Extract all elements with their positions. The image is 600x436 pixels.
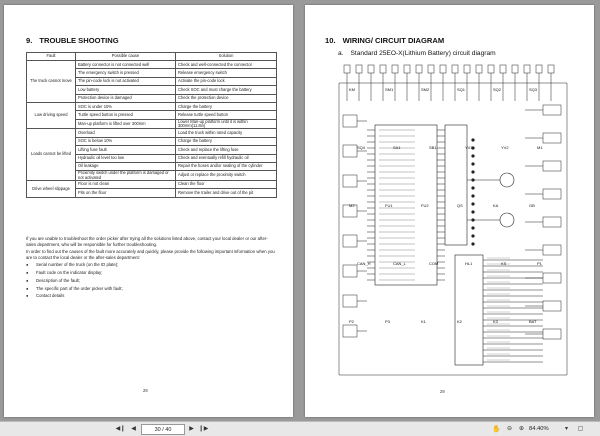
diagram-component bbox=[543, 105, 561, 115]
solution-cell: Clean the floor bbox=[176, 180, 277, 188]
cause-cell: Turtle speed button is pressed bbox=[76, 111, 176, 119]
previous-page-icon[interactable]: ◀ bbox=[131, 426, 136, 432]
section-title: WIRING/ CIRCUIT DIAGRAM bbox=[342, 36, 445, 45]
fault-cell: The truck cannot move bbox=[27, 61, 76, 103]
zoom-dropdown-icon[interactable]: ▾ bbox=[564, 426, 568, 432]
diagram-connector bbox=[512, 65, 518, 73]
diagram-component bbox=[343, 235, 357, 247]
diagram-io-block bbox=[455, 255, 483, 365]
diagram-label: YV2 bbox=[501, 145, 509, 150]
table-row bbox=[27, 61, 277, 69]
diagram-connector bbox=[440, 65, 446, 73]
diagram-component bbox=[543, 273, 561, 283]
cause-cell: Lifting fuse fault bbox=[76, 146, 176, 154]
subtitle-letter: a. bbox=[338, 50, 344, 57]
solution-cell: Check the protection device bbox=[176, 94, 277, 102]
diagram-label: SM2 bbox=[421, 87, 430, 92]
section-number: 10. bbox=[325, 36, 336, 45]
diagram-terminal bbox=[471, 242, 474, 245]
last-page-icon[interactable]: ❙▶ bbox=[198, 426, 209, 432]
solution-cell: Release emergency switch bbox=[176, 69, 277, 77]
diagram-label: P3 bbox=[385, 319, 390, 324]
diagram-connector bbox=[524, 65, 530, 73]
cause-cell: Overload bbox=[76, 129, 176, 137]
diagram-terminal bbox=[471, 234, 474, 237]
cause-cell: Man-up platform is lifted over 300mm bbox=[76, 119, 176, 129]
diagram-motor-symbol bbox=[500, 213, 514, 227]
table-header-row bbox=[27, 53, 277, 61]
header-solution: Solution bbox=[176, 53, 277, 61]
diagram-component bbox=[343, 145, 357, 157]
cause-cell: SOC is under 10% bbox=[76, 102, 176, 110]
cause-cell: Oil leakage bbox=[76, 162, 176, 170]
diagram-label: YV1 bbox=[465, 145, 473, 150]
diagram-label: SQ1 bbox=[457, 87, 466, 92]
diagram-component bbox=[343, 325, 357, 337]
diagram-label: K2 bbox=[457, 319, 462, 324]
list-item: ● Serial number of the truck (on the ID plate); bbox=[26, 261, 276, 269]
diagram-connector bbox=[380, 65, 386, 73]
solution-cell: Check and eventually refill hydraulic oil bbox=[176, 154, 277, 162]
solution-cell: Release turtle speed button bbox=[176, 111, 277, 119]
cause-cell: Battery connector is not connected well bbox=[76, 61, 176, 69]
diagram-label: GB bbox=[529, 203, 535, 208]
solution-cell: Check and replace the lifting fuse bbox=[176, 146, 277, 154]
list-item: ● Fault code on the indicator display; bbox=[26, 269, 276, 277]
solution-cell: Load the truck within rated capacity bbox=[176, 129, 277, 137]
cause-cell: Low battery bbox=[76, 86, 176, 94]
fault-cell: Low driving speed bbox=[27, 102, 76, 128]
diagram-label: QS bbox=[457, 203, 463, 208]
cause-cell: Hydraulic oil level too low bbox=[76, 154, 176, 162]
diagram-label: SQ3 bbox=[529, 87, 538, 92]
circuit-diagram bbox=[305, 5, 594, 417]
diagram-connector bbox=[392, 65, 398, 73]
diagram-label: SB1 bbox=[429, 145, 437, 150]
troubleshooting-table bbox=[26, 52, 277, 198]
diagram-component bbox=[343, 115, 357, 127]
header-possible-cause: Possible cause bbox=[76, 53, 176, 61]
diagram-label: FU1 bbox=[385, 203, 393, 208]
diagram-label: COM bbox=[429, 261, 439, 266]
zoom-out-icon[interactable]: ⊖ bbox=[506, 426, 513, 432]
diagram-connector-block bbox=[445, 125, 467, 245]
fault-cell: Drive wheel slippage bbox=[27, 180, 76, 197]
subtitle-text: Standard 25EO-X(Lithium Battery) circuit diagram bbox=[350, 50, 496, 57]
diagram-label: KS bbox=[501, 261, 507, 266]
diagram-terminal bbox=[471, 202, 474, 205]
diagram-terminal bbox=[471, 138, 474, 141]
fault-cell: Loads cannot be lifted bbox=[27, 129, 76, 181]
diagram-label: KM bbox=[349, 87, 355, 92]
page-number: 29 bbox=[440, 389, 445, 394]
cause-cell: Pits on the floor bbox=[76, 189, 176, 197]
diagram-component bbox=[543, 133, 561, 143]
paragraph-troubleshoot: If you are unable to troubleshoot the order picker after trying all the solutions listed above, contact your local dealer or our after-sales department, who will be responsible for further troubleshooting. bbox=[26, 236, 268, 248]
diagram-terminal bbox=[471, 170, 474, 173]
diagram-label: KA bbox=[493, 203, 499, 208]
diagram-label: SM1 bbox=[385, 87, 394, 92]
solution-cell: Check and well-connected the connector bbox=[176, 61, 277, 69]
diagram-terminal bbox=[471, 186, 474, 189]
diagram-connector bbox=[500, 65, 506, 73]
diagram-component bbox=[343, 175, 357, 187]
diagram-label: SQ2 bbox=[493, 87, 502, 92]
diagram-label: HL1 bbox=[465, 261, 473, 266]
diagram-terminal bbox=[471, 210, 474, 213]
diagram-connector bbox=[536, 65, 542, 73]
cause-cell: The pin-code lock is not activated bbox=[76, 77, 176, 85]
zoom-in-icon[interactable]: ⊕ bbox=[518, 426, 525, 432]
diagram-label: P1 bbox=[537, 261, 542, 266]
diagram-component bbox=[543, 301, 561, 311]
diagram-label: K3 bbox=[493, 319, 498, 324]
header-fault: Fault bbox=[27, 53, 76, 61]
solution-cell: Repair the hoses and/or sealing of the cylinder bbox=[176, 162, 277, 170]
cause-cell: SOC is below 10% bbox=[76, 137, 176, 145]
page-number-input[interactable] bbox=[141, 424, 185, 435]
fit-page-icon[interactable]: ▢ bbox=[577, 426, 584, 432]
cause-cell: Protection device is damaged bbox=[76, 94, 176, 102]
list-item: ● Description of the fault; bbox=[26, 277, 276, 285]
diagram-label: M1 bbox=[537, 145, 543, 150]
solution-cell: Adjust or replace the proximity switch bbox=[176, 171, 277, 181]
solution-cell: Charge the battery bbox=[176, 137, 277, 145]
table-row bbox=[27, 102, 277, 110]
solution-cell: Charge the battery bbox=[176, 102, 277, 110]
diagram-connector bbox=[464, 65, 470, 73]
diagram-connector bbox=[356, 65, 362, 73]
contact-instructions bbox=[26, 236, 276, 300]
diagram-label: M2 bbox=[349, 203, 355, 208]
diagram-component bbox=[543, 217, 561, 227]
diagram-label: CAN_L bbox=[393, 261, 406, 266]
table-row bbox=[27, 129, 277, 137]
diagram-component bbox=[543, 245, 561, 255]
cause-cell: The emergency switch is pressed bbox=[76, 69, 176, 77]
diagram-label: CAN_H bbox=[357, 261, 371, 266]
diagram-connector bbox=[416, 65, 422, 73]
section-title: TROUBLE SHOOTING bbox=[39, 36, 119, 45]
diagram-terminal bbox=[471, 154, 474, 157]
info-bullet-list bbox=[26, 261, 276, 300]
diagram-component bbox=[343, 265, 357, 277]
table-row bbox=[27, 180, 277, 188]
zoom-level[interactable]: 84.40% bbox=[529, 425, 549, 432]
diagram-label: FU2 bbox=[421, 203, 429, 208]
diagram-terminal bbox=[471, 194, 474, 197]
diagram-label: K1 bbox=[421, 319, 426, 324]
diagram-label: BAT bbox=[529, 319, 537, 324]
diagram-connector bbox=[452, 65, 458, 73]
solution-cell: Activate the pin-code lock bbox=[176, 77, 277, 85]
diagram-terminal bbox=[471, 162, 474, 165]
first-page-icon[interactable]: ◀❙ bbox=[115, 426, 126, 432]
viewer-toolbar bbox=[0, 421, 600, 436]
next-page-icon[interactable]: ▶ bbox=[189, 426, 194, 432]
diagram-connector bbox=[344, 65, 350, 73]
diagram-label: P2 bbox=[349, 319, 354, 324]
diagram-connector bbox=[476, 65, 482, 73]
left-document-page bbox=[4, 5, 293, 417]
diagram-label: SA1 bbox=[393, 145, 401, 150]
list-item: ● Contact details bbox=[26, 292, 276, 300]
solution-cell: Check SOC and must charge the battery bbox=[176, 86, 277, 94]
section-number: 9. bbox=[26, 36, 33, 45]
diagram-component bbox=[543, 161, 561, 171]
page-number: 28 bbox=[143, 388, 148, 393]
cause-cell: Floor is not clean bbox=[76, 180, 176, 188]
diagram-component bbox=[543, 329, 561, 339]
solution-cell: Remove the trailer and drive out of the pit bbox=[176, 189, 277, 197]
diagram-component bbox=[343, 295, 357, 307]
diagram-motor-symbol bbox=[500, 173, 514, 187]
diagram-connector bbox=[368, 65, 374, 73]
diagram-connector bbox=[488, 65, 494, 73]
diagram-connector bbox=[428, 65, 434, 73]
diagram-terminal bbox=[471, 226, 474, 229]
diagram-label: SQ4 bbox=[357, 145, 366, 150]
paragraph-information: In order to find out the causes of the fault more accurately and quickly, please provide the following important information when you are to contact the local dealer or the after-sales department: bbox=[26, 248, 275, 261]
solution-cell: Lower Man-up platform until it is within 300mm(11.8in) bbox=[176, 119, 277, 129]
cause-cell: Proximity switch under the platform is damaged or not activated bbox=[76, 171, 176, 181]
diagram-connector bbox=[548, 65, 554, 73]
page-indicator: 30 / 40 bbox=[154, 426, 172, 433]
hand-tool-icon[interactable]: ✋ bbox=[492, 425, 501, 433]
diagram-connector bbox=[404, 65, 410, 73]
troubleshooting-heading bbox=[26, 36, 119, 45]
diagram-component bbox=[543, 189, 561, 199]
right-document-page bbox=[305, 5, 594, 417]
list-item: ● The specific part of the order picker with fault; bbox=[26, 285, 276, 293]
